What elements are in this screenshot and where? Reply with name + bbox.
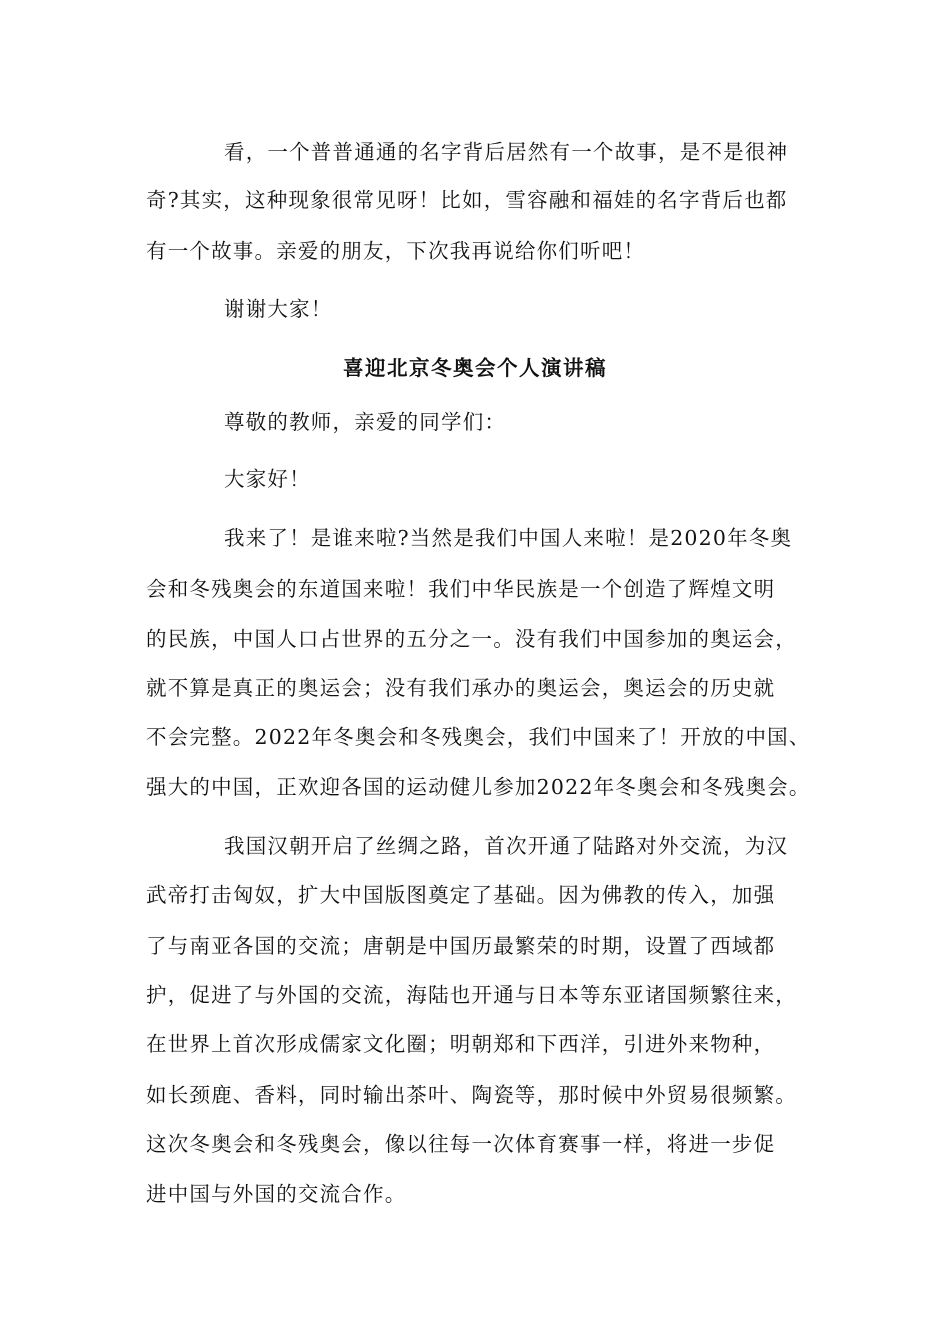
intro-line-1: 看，一个普普通通的名字背后居然有一个故事，是不是很神	[224, 140, 789, 164]
paragraph-2-line-6: 如长颈鹿、香料，同时输出茶叶、陶瓷等，那时候中外贸易很频繁。	[146, 1083, 797, 1107]
paragraph-2-line-8: 进中国与外国的交流合作。	[146, 1182, 407, 1206]
paragraph-1-line-3: 的民族，中国人口占世界的五分之一。没有我们中国参加的奥运会，	[146, 627, 797, 651]
paragraph-1-line-1: 我来了！是谁来啦?当然是我们中国人来啦！是2020年冬奥	[224, 526, 793, 550]
paragraph-2-line-1: 我国汉朝开启了丝绸之路，首次开通了陆路对外交流，为汉	[224, 834, 789, 858]
paragraph-2-line-3: 了与南亚各国的交流；唐朝是中国历最繁荣的时期，设置了西域都	[146, 934, 776, 958]
paragraph-2-line-2: 武帝打击匈奴，扩大中国版图奠定了基础。因为佛教的传入，加强	[146, 883, 776, 907]
paragraph-2-line-5: 在世界上首次形成儒家文化圈；明朝郑和下西洋，引进外来物种，	[146, 1032, 776, 1056]
paragraph-2-line-7: 这次冬奥会和冬残奥会，像以往每一次体育赛事一样，将进一步促	[146, 1132, 776, 1156]
paragraph-1-line-4: 就不算是真正的奥运会；没有我们承办的奥运会，奥运会的历史就	[146, 676, 776, 700]
paragraph-1-line-6: 强大的中国，正欢迎各国的运动健儿参加2022年冬奥会和冬残奥会。	[146, 775, 811, 799]
speech-title: 喜迎北京冬奥会个人演讲稿	[343, 356, 607, 380]
intro-line-3: 有一个故事。亲爱的朋友，下次我再说给你们听吧！	[146, 239, 646, 263]
greeting: 大家好！	[224, 467, 311, 491]
paragraph-1-line-2: 会和冬残奥会的东道国来啦！我们中华民族是一个创造了辉煌文明	[146, 577, 776, 601]
intro-thanks: 谢谢大家！	[224, 297, 333, 321]
intro-line-2: 奇?其实，这种现象很常见呀！比如，雪容融和福娃的名字背后也都	[146, 188, 788, 212]
paragraph-2-line-4: 护，促进了与外国的交流，海陆也开通与日本等东亚诸国频繁往来，	[146, 983, 797, 1007]
paragraph-1-line-5: 不会完整。2022年冬奥会和冬残奥会，我们中国来了！开放的中国、	[146, 725, 811, 749]
salutation: 尊敬的教师，亲爱的同学们：	[224, 410, 507, 434]
